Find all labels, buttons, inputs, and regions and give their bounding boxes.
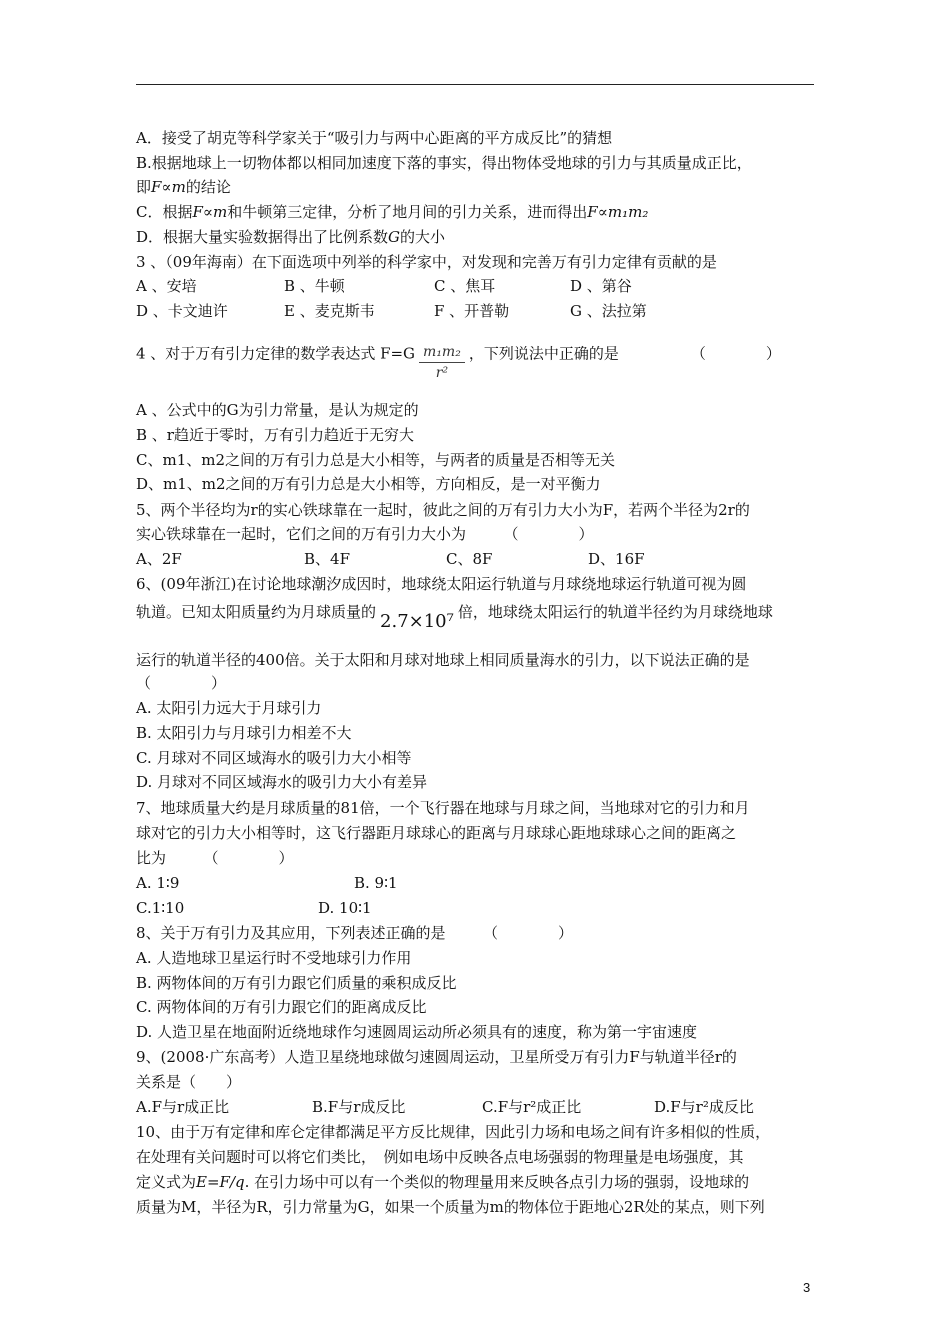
question-7-cont: 球对它的引力大小相等时，这飞行器距月球球心的距离与月球球心距地球球心之间的距离之	[136, 824, 737, 842]
text: 轨道。已知太阳质量约为月球质量的	[136, 603, 377, 621]
option-b-cont	[136, 177, 231, 197]
option-d-line	[136, 227, 445, 247]
question-8: 8、关于万有引力及其应用，下列表述正确的是 （ ）	[136, 924, 574, 942]
q8-option-b: B. 两物体间的万有引力跟它们质量的乘积成反比	[136, 974, 457, 992]
q9-option: C.F与r²成正比	[482, 1098, 582, 1116]
question-4	[136, 334, 781, 381]
page-number: 3	[803, 1280, 811, 1295]
q7-options-row1	[136, 873, 398, 893]
q3-option: E 、麦克斯韦	[284, 302, 375, 320]
text: 的大小	[400, 228, 446, 246]
question-7: 7、地球质量大约是月球质量的81倍，一个飞行器在地球与月球之间，当地球对它的引力和月	[136, 799, 750, 817]
formula: F∝m	[192, 203, 228, 221]
question-10-cont2	[136, 1172, 749, 1192]
q3-option: B 、牛顿	[284, 277, 345, 295]
q5-option: A、2F	[136, 550, 182, 568]
fraction-numerator: m₁m₂	[419, 342, 465, 363]
formula: E=F/q	[196, 1173, 245, 1191]
text: C．根据	[136, 203, 193, 221]
q7-option: B. 9∶1	[354, 874, 398, 892]
q6-option-a: A. 太阳引力远大于月球引力	[136, 699, 322, 717]
q8-option-c: C. 两物体间的万有引力跟它们的距离成反比	[136, 998, 427, 1016]
q3-option: C 、焦耳	[434, 277, 496, 295]
question-6-cont	[136, 602, 773, 632]
q6-option-c: C. 月球对不同区域海水的吸引力大小相等	[136, 749, 412, 767]
q3-option: D 、卡文迪许	[136, 302, 228, 320]
text: 4 、对于万有引力定律的数学表达式 F=G	[136, 344, 416, 363]
text: 和牛顿第三定律，分析了地月间的引力关系，进而得出	[227, 203, 588, 221]
formula: F∝m	[151, 178, 186, 196]
q7-option: C.1∶10	[136, 899, 185, 917]
question-3: 3 、（09年海南）在下面选项中列举的科学家中，对发现和完善万有引力定律有贡献的是	[136, 253, 717, 271]
q5-options	[136, 549, 645, 569]
text: ，下列说法中正确的是	[468, 344, 619, 363]
question-7-cont2: 比为 （ ）	[136, 849, 294, 867]
text: D．根据大量实验数据得出了比例系数	[136, 228, 389, 246]
q7-option: A. 1∶9	[136, 874, 180, 892]
q9-option: B.F与r成反比	[312, 1098, 406, 1116]
question-9-cont: 关系是（ ）	[136, 1073, 242, 1091]
mass-ratio: 2.7×10⁷	[380, 611, 454, 632]
fraction-denominator: r²	[435, 365, 449, 381]
option-a-line: A．接受了胡克等科学家关于“吸引力与两中心距离的平方成反比”的猜想	[136, 129, 613, 147]
q5-option: C、8F	[446, 550, 493, 568]
option-c-line	[136, 202, 648, 222]
q3-option: G 、法拉第	[570, 302, 647, 320]
text: 即	[136, 178, 152, 196]
q7-options-row2	[136, 898, 372, 918]
question-10: 10、由于万有定律和库仑定律都满足平方反比规律，因此引力场和电场之间有许多相似的性质，	[136, 1123, 771, 1141]
q9-option: A.F与r成正比	[136, 1098, 230, 1116]
text: . 在引力场中可以有一个类似的物理量用来反映各点引力场的强弱，设地球的	[244, 1173, 750, 1191]
question-5: 5、两个半径均为r的实心铁球靠在一起时，彼此之间的万有引力大小为F，若两个半径为2r的	[136, 501, 750, 519]
q4-option-d: D、m1、m2之间的万有引力总是大小相等，方向相反，是一对平衡力	[136, 475, 601, 493]
question-10-cont3: 质量为M，半径为R，引力常量为G，如果一个质量为m的物体位于距地心2R处的某点，则下列	[136, 1198, 765, 1216]
q5-option: B、4F	[304, 550, 350, 568]
question-5-cont: 实心铁球靠在一起时，它们之间的万有引力大小为 （ ）	[136, 525, 594, 543]
question-9: 9、(2008·广东高考）人造卫星绕地球做匀速圆周运动，卫星所受万有引力F与轨道半径r的	[136, 1048, 737, 1066]
answer-blank: （ ）	[690, 344, 781, 363]
q3-option: D 、第谷	[570, 277, 632, 295]
q6-option-d: D. 月球对不同区域海水的吸引力大小有差异	[136, 773, 428, 791]
q7-option: D. 10∶1	[318, 899, 372, 917]
formula: G	[388, 228, 401, 246]
q8-option-d: D. 人造卫星在地面附近绕地球作匀速圆周运动所必须具有的速度，称为第一宇宙速度	[136, 1023, 698, 1041]
gravity-fraction	[419, 342, 465, 383]
q3-option: F 、开普勒	[434, 302, 510, 320]
q8-option-a: A. 人造地球卫星运行时不受地球引力作用	[136, 949, 412, 967]
text: 倍，地球绕太阳运行的轨道半径约为月球绕地球	[457, 603, 773, 621]
q3-options-row2	[136, 301, 647, 321]
q9-options	[136, 1097, 754, 1117]
q6-answer-blank: （ ）	[136, 674, 227, 692]
q4-option-b: B 、r趋近于零时，万有引力趋近于无穷大	[136, 426, 414, 444]
header-rule	[136, 84, 814, 85]
q3-option: A 、安培	[136, 277, 197, 295]
text: 定义式为	[136, 1173, 197, 1191]
question-6: 6、(09年浙江)在讨论地球潮汐成因时，地球绕太阳运行轨道与月球绕地球运行轨道可视为圆	[136, 575, 747, 593]
q3-options-row1	[136, 276, 632, 296]
q6-option-b: B. 太阳引力与月球引力相差不大	[136, 724, 352, 742]
option-b-line: B.根据地球上一切物体都以相同加速度下落的事实，得出物体受地球的引力与其质量成正比，	[136, 154, 752, 172]
q5-option: D、16F	[588, 550, 645, 568]
text: 的结论	[185, 178, 231, 196]
q4-option-a: A 、公式中的G为引力常量，是认为规定的	[136, 401, 419, 419]
q9-option: D.F与r²成反比	[654, 1098, 754, 1116]
formula: F∝m₁m₂	[587, 203, 649, 221]
question-6-cont2: 运行的轨道半径的400倍。关于太阳和月球对地球上相同质量海水的引力，以下说法正确的是	[136, 651, 750, 669]
q4-option-c: C、m1、m2之间的万有引力总是大小相等，与两者的质量是否相等无关	[136, 451, 616, 469]
question-10-cont: 在处理有关问题时可以将它们类比， 例如电场中反映各点电场强弱的物理量是电场强度，其	[136, 1148, 744, 1166]
